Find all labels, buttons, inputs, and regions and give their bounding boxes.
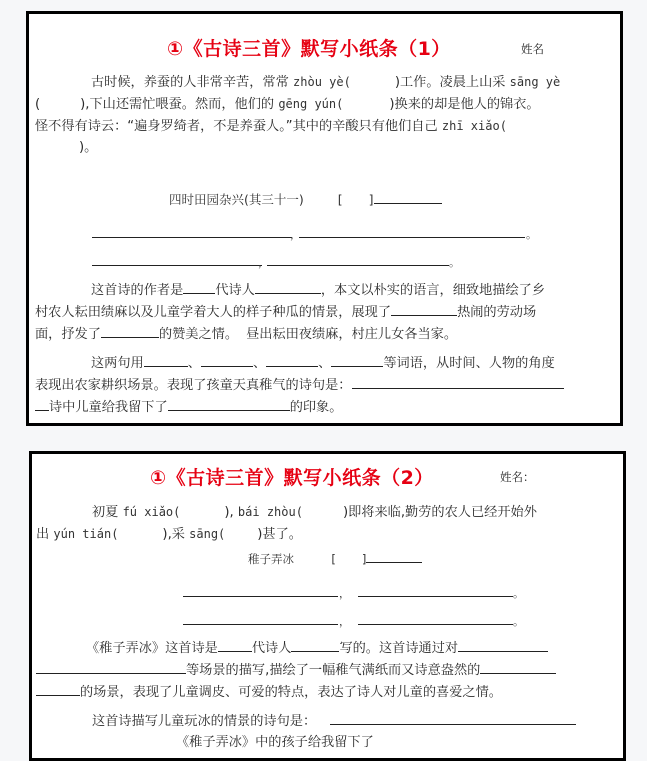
slip-1-para2-line-1 bbox=[91, 279, 545, 302]
text: 这两句用 bbox=[91, 356, 144, 371]
slip-2-name-label: 姓名： bbox=[500, 470, 535, 484]
pinyin-prompt: bái zhòu( bbox=[237, 505, 303, 519]
text: 的场景，表现了儿童调皮、可爱的特点，表达了诗人对儿童的喜爱之情。 bbox=[80, 685, 502, 700]
slip-1-intro-line-3 bbox=[35, 115, 507, 138]
dynasty-answer[interactable] bbox=[218, 637, 252, 652]
scene-answer-1[interactable] bbox=[458, 637, 548, 652]
text: 这首诗的作者是 bbox=[91, 283, 184, 298]
period: 。 bbox=[449, 256, 460, 269]
pinyin-prompt: yún tián( bbox=[53, 527, 119, 541]
separator: 、 bbox=[318, 356, 332, 371]
text: ), bbox=[224, 505, 234, 520]
slip-1-para2-line-2 bbox=[35, 301, 536, 324]
pinyin-prompt: zhī xiǎo( bbox=[441, 119, 507, 133]
word-answer-3[interactable] bbox=[266, 352, 318, 367]
word-answer-1[interactable] bbox=[144, 352, 188, 367]
verse-answer-continued[interactable] bbox=[35, 396, 49, 411]
text: 代诗人 bbox=[251, 641, 292, 656]
separator: 、 bbox=[252, 356, 267, 371]
text: )即将来临,勤劳的农人已经开始外 bbox=[342, 505, 537, 520]
slip-2-para2-line-2 bbox=[36, 659, 556, 682]
slip-1-name-label: 姓名 bbox=[521, 42, 544, 56]
slip-2-para3-line-1 bbox=[92, 710, 576, 733]
text: 的赞美之情。 bbox=[158, 327, 239, 342]
slip-2-intro-line-2 bbox=[36, 523, 302, 546]
slip-1-intro-line-2 bbox=[35, 93, 540, 116]
pinyin-prompt: fú xiǎo( bbox=[122, 505, 181, 519]
pinyin-prompt: sāng yè bbox=[509, 75, 561, 89]
dynasty-answer[interactable] bbox=[183, 279, 215, 294]
scene-answer[interactable] bbox=[391, 301, 457, 316]
pinyin-prompt: zhòu yè( bbox=[293, 75, 351, 89]
bracket-close: ] bbox=[361, 552, 367, 566]
text: 热闹的劳动场 bbox=[457, 305, 537, 320]
pinyin-prompt: gēng yún( bbox=[278, 97, 344, 111]
slip-1-para3-line-2 bbox=[35, 374, 564, 397]
text: 表现出农家耕织场景。表现了孩童天真稚气的诗句是： bbox=[35, 378, 352, 393]
text: ( bbox=[35, 97, 41, 112]
text: 等场景的描写,描绘了一幅稚气满纸而又诗意盎然的 bbox=[186, 663, 481, 678]
slip-2-para2-line-1 bbox=[86, 637, 548, 660]
impression-answer[interactable] bbox=[168, 396, 290, 411]
bracket-close: ] bbox=[368, 192, 374, 207]
text: 写的。这首诗通过对 bbox=[339, 641, 459, 656]
slip-1-para2-line-3 bbox=[35, 323, 457, 346]
pinyin-prompt: sāng( bbox=[189, 527, 226, 541]
poem-title-text: 稚子弄冰 bbox=[248, 552, 294, 566]
text: 诗中儿童给我留下了 bbox=[49, 400, 168, 415]
text: ),采 bbox=[162, 527, 185, 542]
dictation-slip-2 bbox=[29, 451, 626, 761]
atmosphere-answer[interactable] bbox=[480, 659, 556, 674]
word-answer-2[interactable] bbox=[201, 352, 253, 367]
author-answer-line[interactable] bbox=[374, 189, 442, 204]
comma: ， bbox=[258, 256, 269, 269]
author-answer-line[interactable] bbox=[366, 551, 422, 563]
text: 这首诗描写儿童玩冰的情景的诗句是： bbox=[92, 714, 317, 729]
period: 。 bbox=[526, 228, 537, 241]
poem-line-2b-answer[interactable] bbox=[267, 265, 449, 266]
poem-title-text: 四时田园杂兴(其三十一) bbox=[169, 192, 304, 207]
praise-answer[interactable] bbox=[101, 323, 159, 338]
separator: 、 bbox=[187, 356, 201, 371]
text: 古时候，养蚕的人非常辛苦，常常 bbox=[91, 75, 289, 90]
slip-1-para3-line-3 bbox=[35, 396, 342, 419]
slip-1-intro-line-1 bbox=[91, 71, 560, 94]
atmosphere-answer-continued[interactable] bbox=[36, 681, 80, 696]
poem-line-1a-answer[interactable] bbox=[183, 596, 338, 597]
poem-line-2a-answer[interactable] bbox=[92, 265, 262, 266]
slip-2-intro-line-1 bbox=[92, 501, 537, 524]
text: 村农人耘田绩麻以及儿童学着大人的样子种瓜的情景，展现了 bbox=[35, 305, 392, 320]
ice-play-verse-answer[interactable] bbox=[330, 710, 576, 725]
dictation-slip-1 bbox=[26, 11, 623, 426]
slip-1-poem-title bbox=[169, 189, 442, 208]
text: ),下山还需忙喂蚕。然而，他们的 bbox=[80, 97, 275, 112]
poet-answer[interactable] bbox=[255, 279, 321, 294]
childlike-verse-answer[interactable] bbox=[352, 374, 564, 389]
slip-2-para3-line-2 bbox=[176, 732, 374, 754]
comma: ， bbox=[290, 228, 301, 241]
period: 。 bbox=[513, 587, 524, 600]
text: 《稚子弄冰》中的孩子给我留下了 bbox=[176, 735, 374, 750]
poem-line-1b-answer[interactable] bbox=[299, 237, 525, 238]
slip-1-para3-line-1 bbox=[91, 352, 555, 375]
slip-1-intro-line-4: )。 bbox=[79, 140, 98, 155]
text: )工作。凌晨上山采 bbox=[394, 75, 506, 90]
poem-line-2a-answer[interactable] bbox=[183, 624, 338, 625]
text: 面，抒发了 bbox=[35, 327, 101, 342]
comma: ， bbox=[339, 587, 350, 600]
text: 《稚子弄冰》这首诗是 bbox=[86, 641, 218, 656]
poem-line-1a-answer[interactable] bbox=[92, 237, 292, 238]
text: 怪不得有诗云：“遍身罗绮者，不是养蚕人。”其中的辛酸只有他们自己 bbox=[35, 119, 438, 134]
slip-2-para2-line-3 bbox=[36, 681, 502, 704]
text: 出 bbox=[36, 527, 50, 542]
slip-1-title: ①《古诗三首》默写小纸条（1） bbox=[167, 38, 451, 60]
poet-answer[interactable] bbox=[291, 637, 339, 652]
word-answer-4[interactable] bbox=[331, 352, 383, 367]
slip-2-poem-title bbox=[248, 551, 422, 567]
poem-line-2b-answer[interactable] bbox=[358, 624, 513, 625]
text: ，本文以朴实的语言，细致地描绘了乡 bbox=[320, 283, 546, 298]
poem-line-1b-answer[interactable] bbox=[358, 596, 513, 597]
text: 初夏 bbox=[92, 505, 119, 520]
text: 等词语，从时间、人物的角度 bbox=[383, 356, 555, 371]
period: 。 bbox=[513, 615, 524, 628]
text: 的印象。 bbox=[289, 400, 343, 415]
text: )换来的却是他人的锦衣。 bbox=[389, 97, 540, 112]
slip-2-title: ①《古诗三首》默写小纸条（2） bbox=[150, 467, 434, 489]
text: )甚了。 bbox=[257, 527, 302, 542]
text: 代诗人 bbox=[215, 283, 255, 298]
bracket-open: [ bbox=[331, 552, 336, 566]
scene-answer-2[interactable] bbox=[36, 659, 186, 674]
bracket-open: [ bbox=[337, 192, 343, 207]
comma: ， bbox=[339, 615, 350, 628]
poem-quote: 昼出耘田夜绩麻，村庄儿女各当家。 bbox=[246, 327, 458, 342]
